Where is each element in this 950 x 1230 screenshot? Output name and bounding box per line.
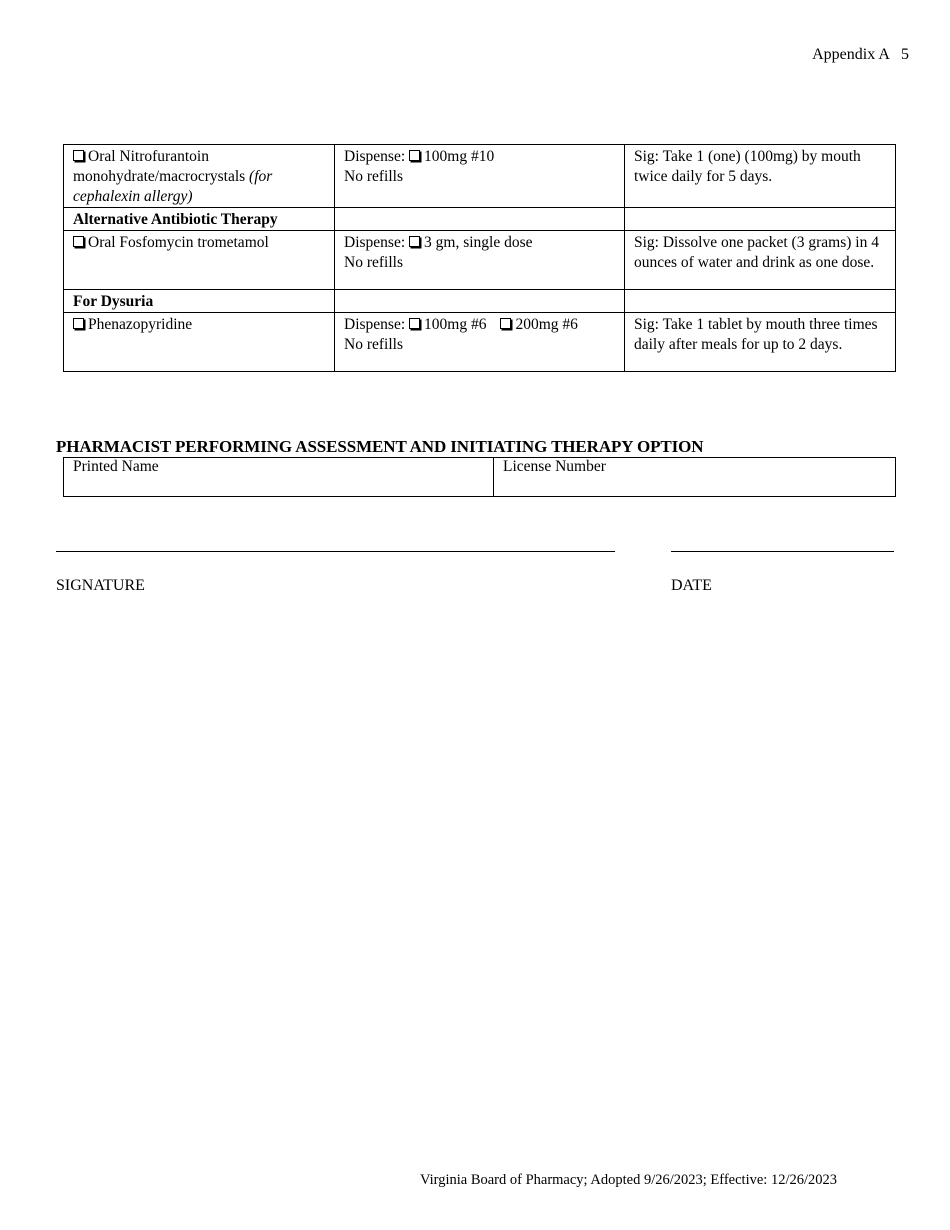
refills-text: No refills — [344, 168, 403, 185]
sig-text: Sig: Take 1 (one) (100mg) by mouth twice daily for 5 days. — [634, 148, 861, 185]
printed-name-label: Printed Name — [73, 458, 159, 475]
license-number-field[interactable] — [494, 458, 896, 497]
dispense-cell — [335, 313, 625, 372]
dispense-100mg-checkbox[interactable] — [409, 150, 420, 161]
drug-cell — [64, 145, 335, 208]
sig-cell — [625, 231, 896, 290]
section-row-alternative — [64, 208, 896, 231]
prescription-table — [63, 144, 896, 372]
date-label: DATE — [671, 577, 712, 594]
refills-text: No refills — [344, 254, 403, 271]
table-row — [64, 231, 896, 290]
dispense-option: 100mg #6 — [424, 316, 487, 333]
dispense-200mg-checkbox[interactable] — [500, 318, 511, 329]
empty-cell — [625, 290, 896, 313]
dispense-100mg-checkbox[interactable] — [409, 318, 420, 329]
phenazopyridine-checkbox[interactable] — [73, 318, 84, 329]
signature-line[interactable] — [56, 551, 615, 552]
section-heading: For Dysuria — [64, 290, 335, 313]
section-row-dysuria — [64, 290, 896, 313]
dispense-option: 3 gm, single dose — [424, 234, 533, 251]
printed-name-field[interactable] — [64, 458, 494, 497]
license-number-label: License Number — [503, 458, 606, 475]
drug-name: Oral Nitrofurantoin monohydrate/macrocrystals — [73, 148, 246, 185]
appendix-label: Appendix A — [812, 46, 889, 63]
dispense-label: Dispense: — [344, 234, 406, 251]
section-heading: Alternative Antibiotic Therapy — [64, 208, 335, 231]
signature-label: SIGNATURE — [56, 577, 145, 594]
table-row — [64, 458, 896, 497]
drug-name: Oral Fosfomycin trometamol — [88, 234, 269, 251]
page-footer: Virginia Board of Pharmacy; Adopted 9/26/2023; Effective: 12/26/2023 — [420, 1172, 838, 1188]
page-number: 5 — [901, 46, 909, 63]
dispense-option: 200mg #6 — [515, 316, 578, 333]
dispense-option: 100mg #10 — [424, 148, 495, 165]
date-line[interactable] — [671, 551, 894, 552]
dispense-label: Dispense: — [344, 316, 406, 333]
dispense-3gm-checkbox[interactable] — [409, 236, 420, 247]
drug-cell — [64, 231, 335, 290]
empty-cell — [335, 290, 625, 313]
sig-cell — [625, 145, 896, 208]
empty-cell — [335, 208, 625, 231]
sig-text: Sig: Dissolve one packet (3 grams) in 4 ounces of water and drink as one dose. — [634, 234, 879, 271]
pharmacist-section-title: PHARMACIST PERFORMING ASSESSMENT AND INITIATING THERAPY OPTION — [56, 437, 704, 456]
refills-text: No refills — [344, 336, 403, 353]
dispense-cell — [335, 145, 625, 208]
pharmacist-table — [63, 457, 896, 497]
nitrofurantoin-checkbox[interactable] — [73, 150, 84, 161]
table-row — [64, 313, 896, 372]
drug-name: Phenazopyridine — [88, 316, 193, 333]
fosfomycin-checkbox[interactable] — [73, 236, 84, 247]
sig-text: Sig: Take 1 tablet by mouth three times daily after meals for up to 2 days. — [634, 316, 878, 353]
drug-note: (for cephalexin allergy) — [73, 168, 273, 205]
drug-cell — [64, 313, 335, 372]
page-header — [812, 45, 909, 65]
dispense-label: Dispense: — [344, 148, 406, 165]
table-row — [64, 145, 896, 208]
dispense-cell — [335, 231, 625, 290]
empty-cell — [625, 208, 896, 231]
sig-cell — [625, 313, 896, 372]
